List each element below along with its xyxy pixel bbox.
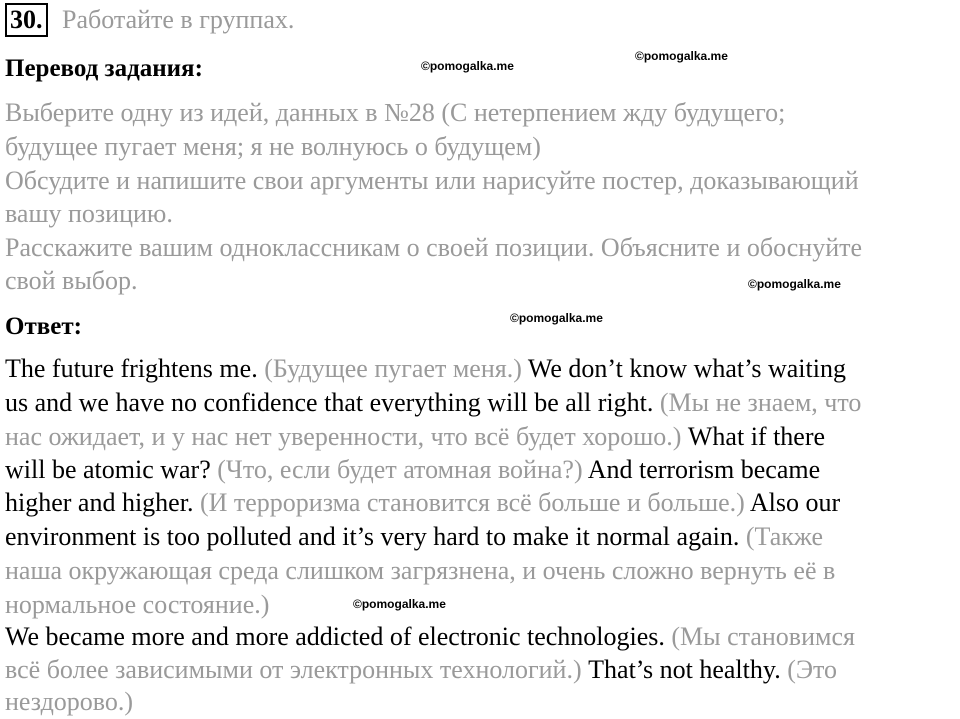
answer-line — [5, 620, 855, 654]
translation-line: вашу позицию. — [5, 199, 173, 228]
watermark: ©pomogalka.me — [353, 597, 446, 611]
english-text: What if there — [687, 422, 826, 451]
english-text: Also our — [749, 488, 841, 517]
answer-line — [5, 386, 861, 420]
translation-line: будущее пугает меня; я не волнуюсь о будущем) — [5, 132, 541, 161]
watermark: ©pomogalka.me — [510, 311, 603, 325]
translation-line: Выберите одну из идей, данных в №28 (С нетерпением жду будущего; — [5, 98, 786, 127]
english-text: us and we have no confidence that everything will be all right. — [5, 388, 660, 417]
answer-line — [5, 588, 269, 622]
russian-text: (Что, если будет атомная война?) — [217, 455, 588, 484]
russian-text: всё более зависимыми от электронных технологий.) — [5, 655, 589, 684]
russian-text: (Будущее пугает меня.) — [264, 354, 528, 383]
russian-text: нездорово.) — [5, 687, 134, 716]
answer-line — [5, 520, 823, 554]
answer-line — [5, 554, 835, 588]
russian-text: нас ожидает, и у нас нет уверенности, что всё будет хорошо.) — [5, 422, 688, 451]
russian-text: (Мы становимся — [671, 622, 855, 651]
watermark: ©pomogalka.me — [421, 59, 514, 73]
watermark: ©pomogalka.me — [748, 277, 841, 291]
russian-text: (И терроризма становится всё больше и больше.) — [199, 488, 750, 517]
russian-text: (Мы не знаем, что — [659, 388, 862, 417]
russian-text: нормальное состояние.) — [5, 590, 270, 619]
answer-line — [5, 352, 846, 386]
russian-text: наша окружающая среда слишком загрязнена, и очень сложно вернуть её в — [5, 556, 836, 585]
task-instruction: Работайте в группах. — [62, 5, 295, 34]
answer-line — [5, 653, 837, 687]
answer-heading: Ответ: — [5, 313, 82, 340]
english-text: will be atomic war? — [5, 455, 218, 484]
english-text: We don’t know what’s waiting — [527, 354, 846, 383]
answer-line — [5, 685, 133, 719]
english-text: And terrorism became — [587, 455, 821, 484]
answer-line — [5, 453, 820, 487]
english-text: higher and higher. — [5, 488, 200, 517]
english-text: environment is too polluted and it’s very hard to make it normal again. — [5, 522, 746, 551]
english-text: The future frightens me. — [5, 354, 265, 383]
watermark: ©pomogalka.me — [635, 49, 728, 63]
english-text: That’s not healthy. — [588, 655, 788, 684]
translation-line: свой выбор. — [5, 266, 138, 295]
translation-heading: Перевод задания: — [5, 55, 203, 82]
english-text: We became more and more addicted of electronic technologies. — [5, 622, 672, 651]
answer-line — [5, 420, 825, 454]
answer-line — [5, 486, 840, 520]
russian-text: (Также — [745, 522, 824, 551]
russian-text: (Это — [787, 655, 838, 684]
translation-line: Обсудите и напишите свои аргументы или нарисуйте постер, доказывающий — [5, 166, 859, 195]
translation-line: Расскажите вашим одноклассникам о своей позиции. Объясните и обоснуйте — [5, 233, 863, 262]
task-number-box: 30. — [5, 3, 48, 37]
